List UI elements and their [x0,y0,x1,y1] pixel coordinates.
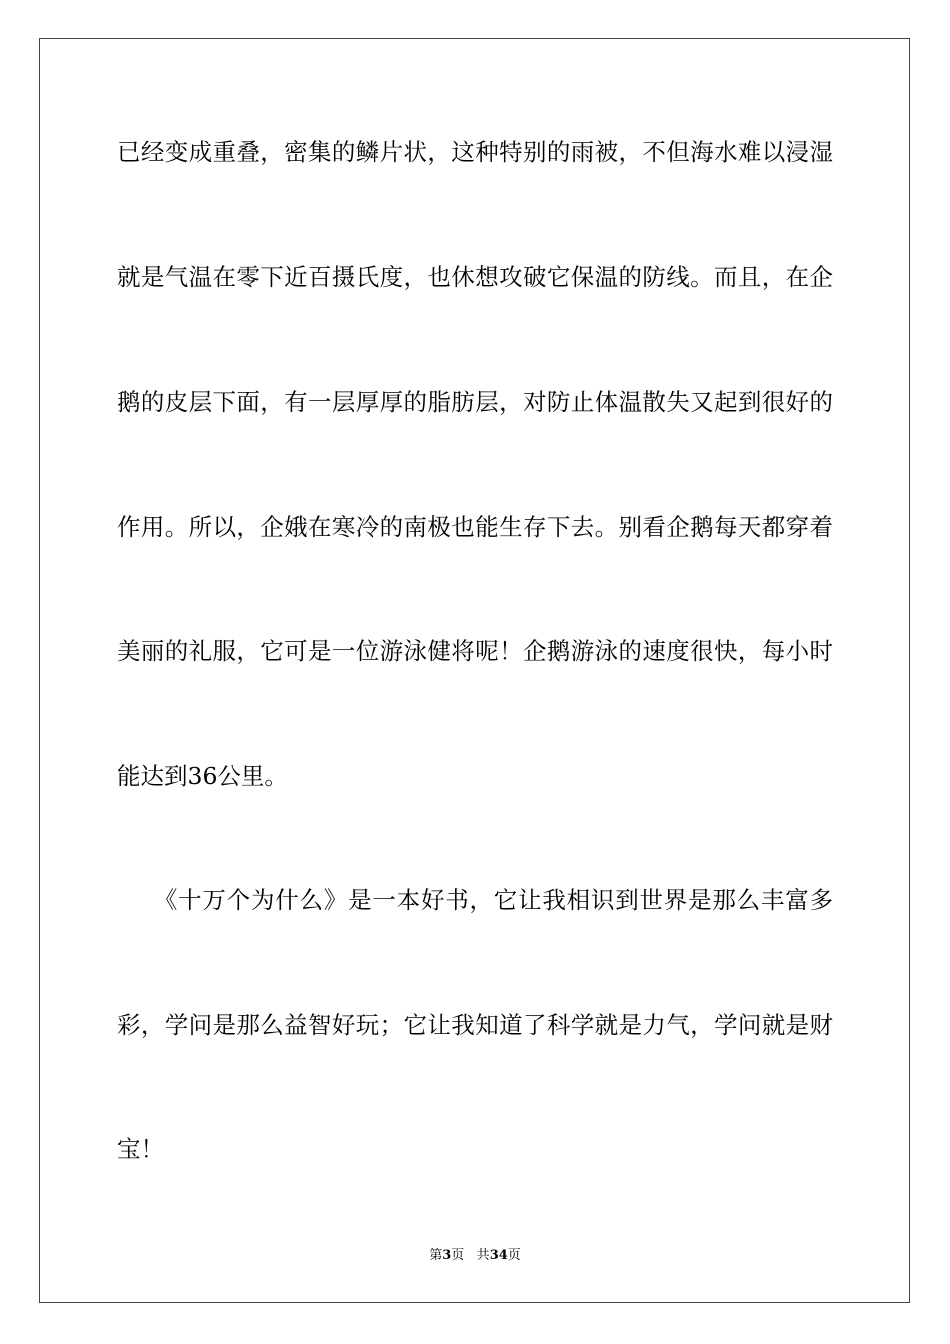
body-line-7: 《十万个为什么》是一本好书，它让我相识到世界是那么丰富多 [117,886,833,914]
footer-total-suffix: 页 [507,1248,521,1263]
page-frame [39,38,910,1303]
body-line-3: 鹅的皮层下面，有一层厚厚的脂肪层，对防止体温散失又起到很好的 [117,388,833,416]
body-line-5: 美丽的礼服，它可是一位游泳健将呢！企鹅游泳的速度很快，每小时 [117,637,833,665]
footer-total-pages: 34 [489,1248,508,1263]
body-line-9: 宝！ [117,1135,164,1163]
footer-page-number: 3 [442,1248,452,1263]
body-line-8: 彩，学问是那么益智好玩；它让我知道了科学就是力气，学问就是财 [117,1011,833,1039]
footer-prefix: 第 [429,1248,443,1263]
page-footer [0,1247,950,1265]
body-line-4: 作用。所以，企娥在寒冷的南极也能生存下去。别看企鹅每天都穿着 [117,513,833,541]
footer-page-suffix: 页 [451,1248,465,1263]
body-line-1: 已经变成重叠，密集的鳞片状，这种特别的雨被，不但海水难以浸湿 [117,138,833,166]
footer-total-prefix: 共 [476,1248,490,1263]
body-line-2: 就是气温在零下近百摄氏度，也休想攻破它保温的防线。而且，在企 [117,263,833,291]
body-line-6: 能达到36公里。 [117,762,288,790]
